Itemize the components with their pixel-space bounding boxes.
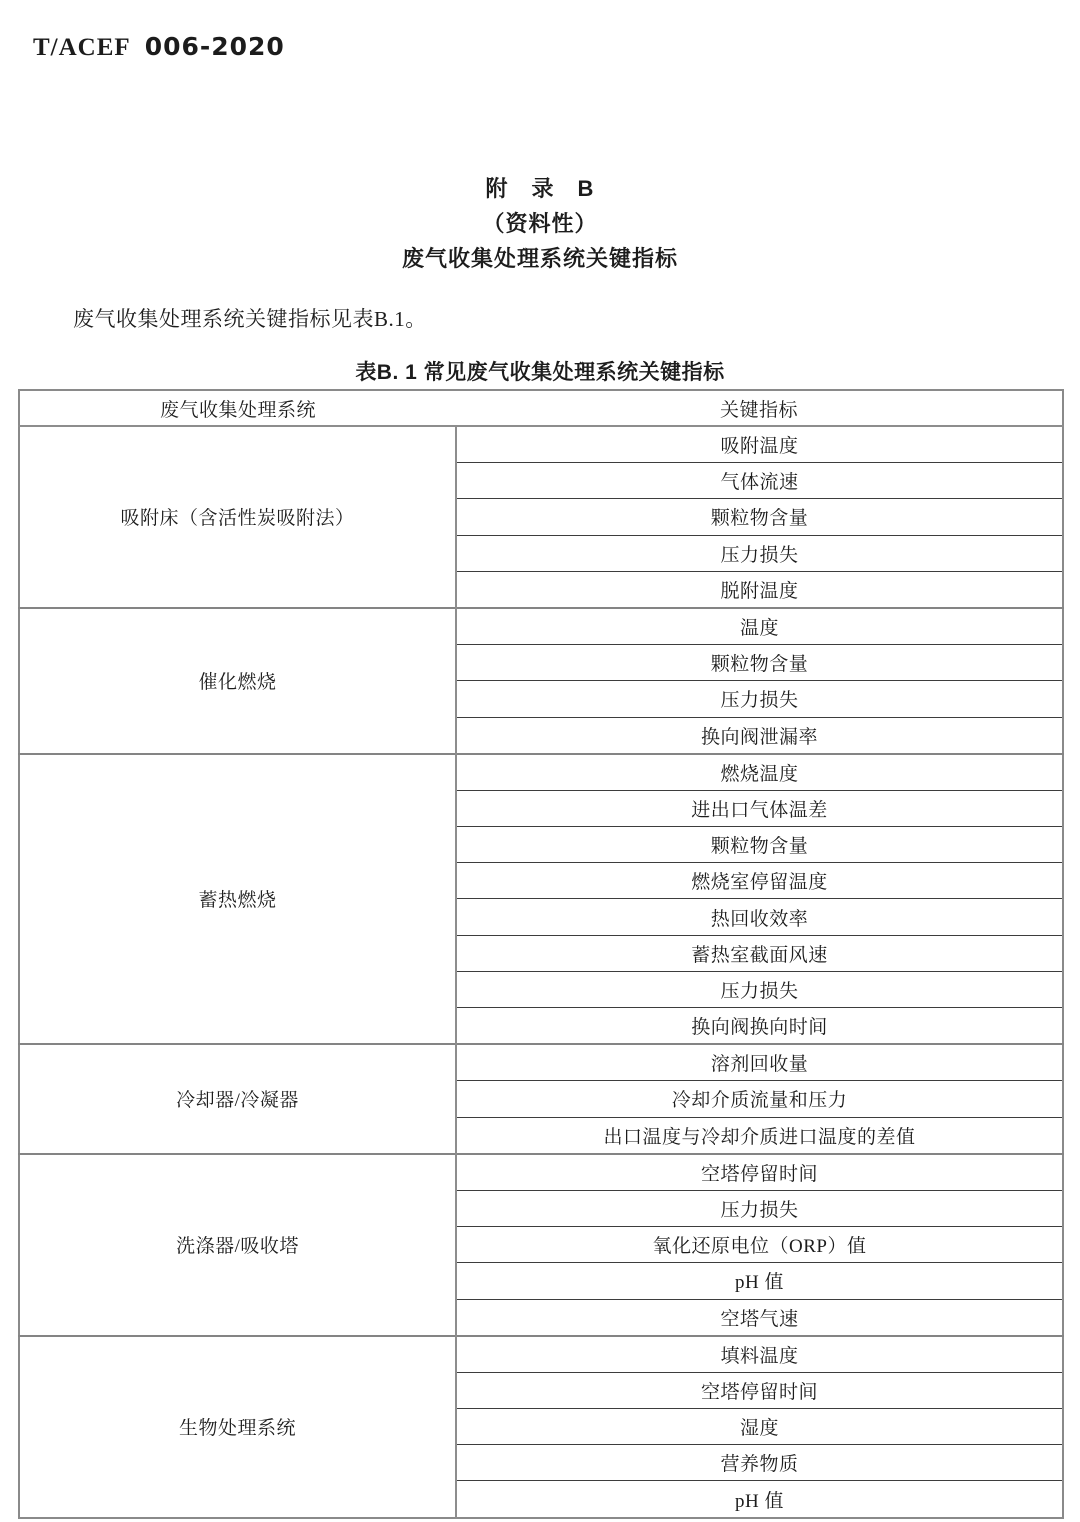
standard-code: 006-2020 xyxy=(144,32,285,61)
indicator-cell: 压力损失 xyxy=(456,535,1063,571)
column-header-system: 废气收集处理系统 xyxy=(19,390,456,426)
indicator-cell: 吸附温度 xyxy=(720,436,799,458)
indicator-cell: 空塔停留时间 xyxy=(700,1163,818,1185)
indicator-cell: 空塔停留时间 xyxy=(456,1372,1063,1408)
indicator-cell: 燃烧室停留温度 xyxy=(456,863,1063,899)
indicator-cell: 湿度 xyxy=(456,1409,1063,1445)
indicator-cell: 温度 xyxy=(739,618,779,640)
indicator-cell: 热回收效率 xyxy=(456,899,1063,935)
indicator-cell: 压力损失 xyxy=(456,971,1063,1007)
annex-type: （资料性） xyxy=(482,211,598,236)
column-header-indicator: 关键指标 xyxy=(456,390,1063,426)
indicator-cell: 换向阀换向时间 xyxy=(456,1008,1063,1045)
table-row xyxy=(19,426,1063,463)
table-row xyxy=(19,1154,1063,1191)
indicator-cell: 填料温度 xyxy=(720,1345,799,1367)
indicator-cell: 换向阀泄漏率 xyxy=(456,717,1063,754)
annex-subject: 废气收集处理系统关键指标 xyxy=(401,246,678,271)
indicator-cell: 冷却介质流量和压力 xyxy=(456,1081,1063,1117)
table-header-row xyxy=(19,390,1063,426)
table-row xyxy=(19,754,1063,791)
system-cell: 催化燃烧 xyxy=(19,608,456,754)
system-cell: 吸附床（含活性炭吸附法） xyxy=(19,426,456,608)
table-body xyxy=(19,426,1063,1518)
indicator-cell: 颗粒物含量 xyxy=(456,499,1063,535)
standard-number xyxy=(33,32,285,62)
table-row xyxy=(19,608,1063,645)
indicator-cell: 压力损失 xyxy=(456,1190,1063,1226)
indicator-cell: 营养物质 xyxy=(456,1445,1063,1481)
annex-heading: 附 录 B xyxy=(485,176,595,201)
indicator-table xyxy=(18,389,1064,1519)
indicator-cell: 空塔气速 xyxy=(456,1299,1063,1336)
table-caption: 表B. 1 常见废气收集处理系统关键指标 xyxy=(355,361,725,384)
indicator-cell: 压力损失 xyxy=(456,681,1063,717)
indicator-cell: 进出口气体温差 xyxy=(456,790,1063,826)
indicator-cell: 颗粒物含量 xyxy=(456,645,1063,681)
indicator-cell: 溶剂回收量 xyxy=(710,1054,809,1076)
system-cell: 蓄热燃烧 xyxy=(19,754,456,1045)
indicator-cell: 氧化还原电位（ORP）值 xyxy=(456,1227,1063,1263)
indicator-cell: 气体流速 xyxy=(456,463,1063,499)
table-row xyxy=(19,1336,1063,1373)
indicator-cell: pH 值 xyxy=(456,1481,1063,1518)
system-cell: 冷却器/冷凝器 xyxy=(19,1044,456,1154)
indicator-cell: 脱附温度 xyxy=(456,571,1063,608)
table-row xyxy=(19,1044,1063,1081)
system-cell: 生物处理系统 xyxy=(19,1336,456,1518)
indicator-cell: 燃烧温度 xyxy=(720,763,799,785)
indicator-cell: pH 值 xyxy=(456,1263,1063,1299)
indicator-cell: 蓄热室截面风速 xyxy=(456,935,1063,971)
standard-prefix: T/ACEF xyxy=(33,34,131,61)
indicator-cell: 出口温度与冷却介质进口温度的差值 xyxy=(456,1117,1063,1154)
indicator-cell: 颗粒物含量 xyxy=(456,827,1063,863)
annex-title-block xyxy=(0,171,1080,276)
intro-paragraph: 废气收集处理系统关键指标见表B.1。 xyxy=(73,307,427,331)
system-cell: 洗涤器/吸收塔 xyxy=(19,1154,456,1336)
